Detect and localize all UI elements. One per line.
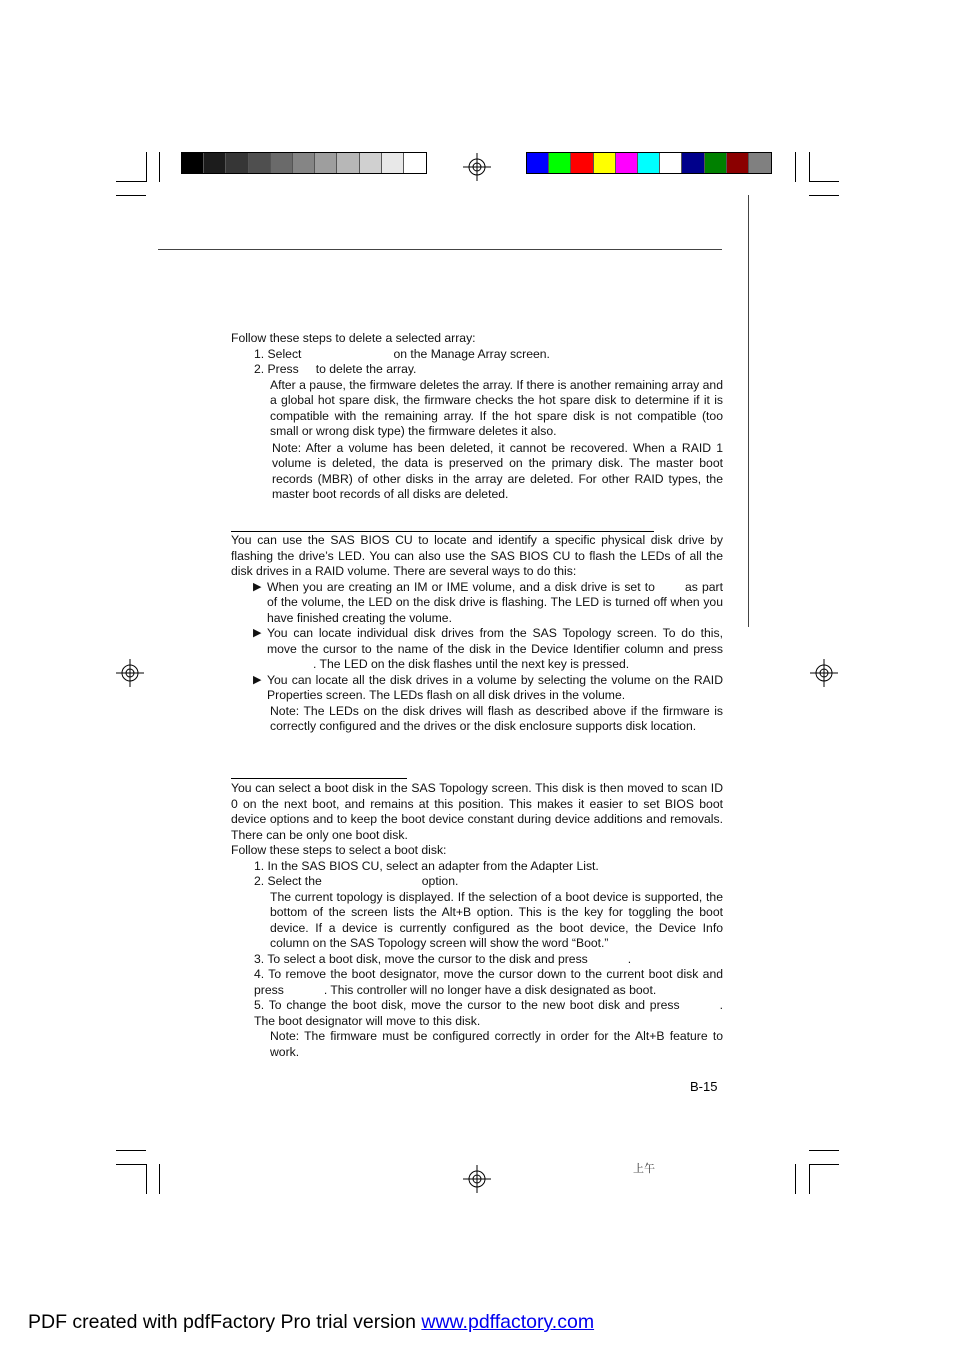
section-locate-disk (231, 533, 723, 735)
color-swatch (527, 153, 549, 173)
registration-mark-icon (463, 1165, 491, 1193)
color-swatch (182, 153, 204, 173)
crop-mark (116, 1164, 146, 1165)
crop-mark (116, 181, 146, 182)
color-swatch (404, 153, 426, 173)
color-swatch (249, 153, 271, 173)
list-item: ▶ You can locate all the disk drives in a volume by selecting the volume on the RAID Properties screen. The LEDs flash on all disk drives in the volume. (253, 672, 723, 702)
section-boot-disk (231, 781, 723, 1060)
note: Note: The LEDs on the disk drives will flash as described above if the firmware is correctly configured and the drives or the disk enclosure supports disk location. (270, 703, 723, 733)
color-swatch (682, 153, 704, 173)
pdffactory-link[interactable]: www.pdffactory.com (421, 1311, 595, 1333)
color-swatch (594, 153, 616, 173)
step: 4. To remove the boot designator, move the cursor down to the current boot disk and press . This controller will no longer have a disk designated as boot. (254, 967, 723, 997)
step: 5. To change the boot disk, move the cursor to the new boot disk and press . The boot designator will move to this disk. (254, 998, 723, 1028)
paragraph: You can select a boot disk in the SAS Topology screen. This disk is then moved to scan ID 0 on the next boot, and remains at this position. This makes it easier to set BIOS boot device options and to keep the boot device constant during device additions and removals. There can be only one boot disk. (231, 781, 723, 842)
page-number: B-15 (690, 1079, 718, 1094)
registration-mark-icon (810, 659, 838, 687)
section-rule (231, 778, 407, 779)
crop-mark (809, 1164, 839, 1165)
crop-mark (809, 1150, 839, 1151)
crop-mark (795, 1164, 796, 1194)
step: 2. Select the option. (254, 874, 459, 888)
crop-mark (116, 195, 146, 196)
note: Note: The firmware must be configured correctly in order for the Alt+B feature to work. (270, 1029, 723, 1059)
crop-mark (809, 195, 839, 196)
crop-mark (159, 1164, 160, 1194)
step: 3. To select a boot disk, move the cursor to the disk and press . (254, 951, 632, 966)
color-swatch (315, 153, 337, 173)
crop-mark (809, 181, 839, 182)
paragraph: You can use the SAS BIOS CU to locate and identify a specific physical disk drive by flashing the drive’s LED. You can also use the SAS BIOS CU to flash the LEDs of all the disk drives in a RAID volume. There are several ways to do this: (231, 533, 723, 578)
registration-mark-icon (463, 153, 491, 181)
color-swatch (360, 153, 382, 173)
paragraph: After a pause, the firmware deletes the array. If there is another remaining array and a global hot spare disk, the firmware checks the hot spare disk to determine if it is compatible with the remaining array. If the hot spare disk is not compatible (too small or wrong disk type) the firmware deletes it also. (270, 377, 723, 438)
list-item: ▶ When you are creating an IM or IME volume, and a disk drive is set to as part of the volume, the LED on the disk drive is flashing. The LED is turned off when you have finished creating the volume. (253, 579, 723, 625)
step: 2. Press to delete the array. (254, 362, 417, 376)
color-swatch (660, 153, 682, 173)
color-swatch (204, 153, 226, 173)
color-swatch (749, 153, 771, 173)
color-swatch (271, 153, 293, 173)
color-swatch (571, 153, 593, 173)
registration-mark-icon (116, 659, 144, 687)
color-swatch (337, 153, 359, 173)
color-swatch (382, 153, 404, 173)
crop-mark (159, 152, 160, 182)
color-swatch (226, 153, 248, 173)
step: 1. Select on the Manage Array screen. (254, 346, 550, 361)
color-swatch (293, 153, 315, 173)
color-swatch (638, 153, 660, 173)
margin-rule (748, 195, 749, 627)
note: Note: After a volume has been deleted, it cannot be recovered. When a RAID 1 volume is deleted, the data is preserved on the primary disk. The master boot records (MBR) of other disks in the array are deleted. For other RAID types, the master boot records of all disks are deleted. (272, 440, 723, 501)
time-stamp: 上午 (633, 1163, 655, 1175)
paragraph: Follow these steps to select a boot disk: (231, 843, 447, 857)
header-rule (158, 249, 722, 250)
crop-mark (809, 1164, 810, 1194)
crop-mark (809, 152, 810, 182)
pdf-footer: PDF created with pdfFactory Pro trial version www.pdffactory.com (28, 1311, 595, 1333)
paragraph: The current topology is displayed. If the selection of a boot device is supported, the bottom of the screen lists the Alt+B option. This is the key for toggling the boot device. If a device is currently configured as the boot device, the Device Info column on the SAS Topology screen will show the word “Boot.” (270, 889, 723, 950)
color-swatch (549, 153, 571, 173)
paragraph: Follow these steps to delete a selected array: (231, 331, 476, 345)
step: 1. In the SAS BIOS CU, select an adapter from the Adapter List. (254, 858, 599, 873)
list-item: ▶ You can locate individual disk drives from the SAS Topology screen. To do this, move the cursor to the name of the disk in the Device Identifier column and press. The LED on the disk flashes until the next key is pressed. (253, 626, 723, 671)
crop-mark (146, 1164, 147, 1194)
color-swatch (705, 153, 727, 173)
color-calibration-bar (526, 152, 772, 174)
crop-mark (795, 152, 796, 182)
crop-mark (116, 1150, 146, 1151)
section-rule (231, 531, 654, 532)
color-swatch (727, 153, 749, 173)
section-delete-array (231, 331, 723, 503)
grayscale-calibration-bar (181, 152, 427, 174)
crop-mark (146, 152, 147, 182)
color-swatch (616, 153, 638, 173)
